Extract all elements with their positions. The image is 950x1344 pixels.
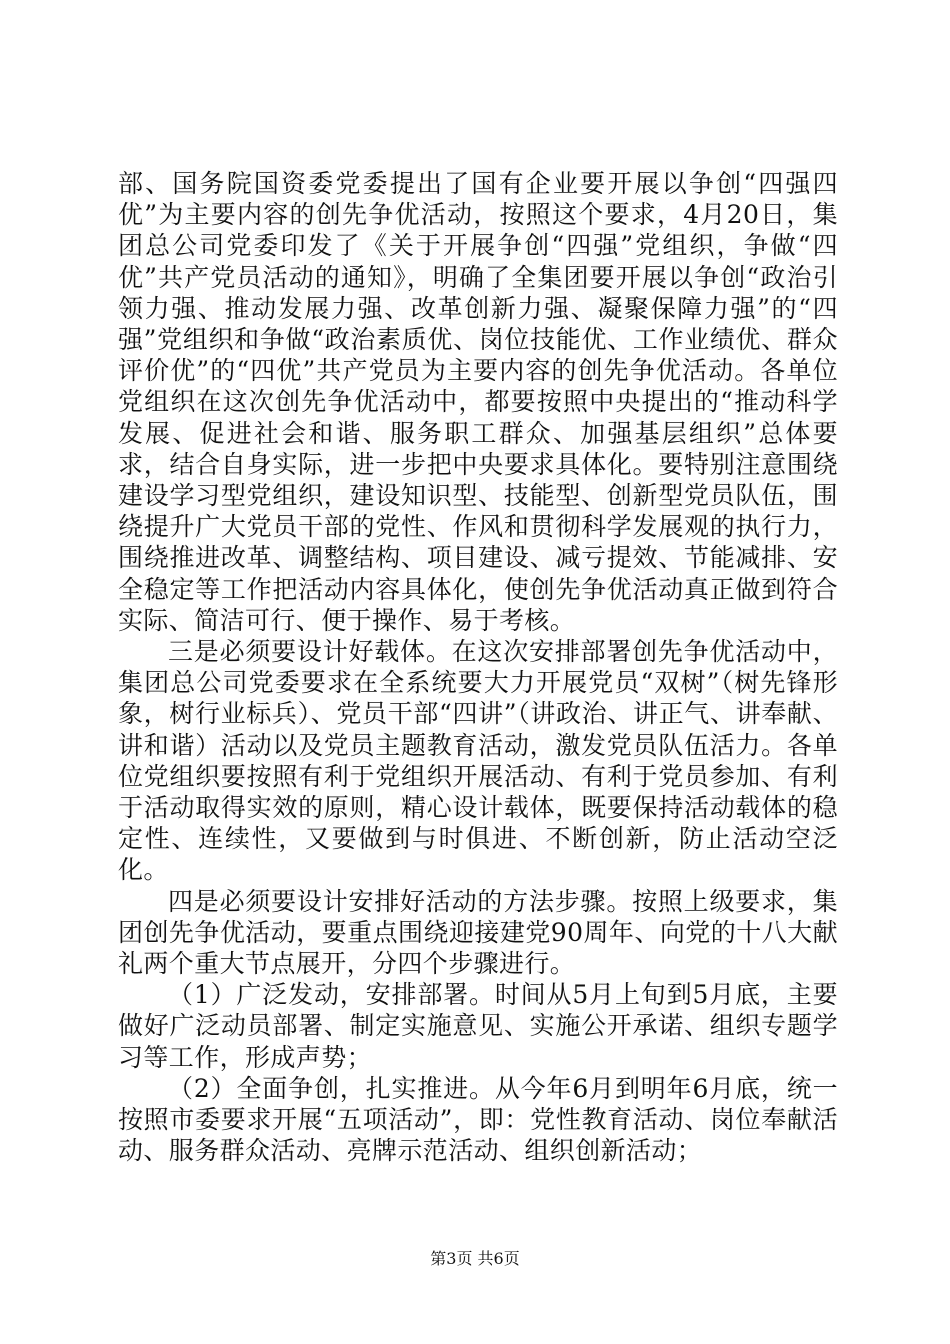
paragraph-point-four: 四是必须要设计安排好活动的方法步骤。按照上级要求，集团创先争优活动，要重点围绕迎接建党90周年、向党的十八大献礼两个重大节点展开，分四个步骤进行。 [118, 886, 838, 979]
page-footer: 第3页 共6页 [430, 1249, 520, 1268]
paragraph-continuation: 部、国务院国资委党委提出了国有企业要开展以争创“四强四优”为主要内容的创先争优活动，按照这个要求，4月20日，集团总公司党委印发了《关于开展争创“四强”党组织，争做“四优”共产党员活动的通知》，明确了全集团要开展以争创“政治引领力强、推动发展力强、改革创新力强、凝聚保障力强”的“四强”党组织和争做“政治素质优、岗位技能优、工作业绩优、群众评价优”的“四优”共产党员为主要内容的创先争优活动。各单位党组织在这次创先争优活动中，都要按照中央提出的“推动科学发展、促进社会和谐、服务职工群众、加强基层组织”总体要求，结合自身实际，进一步把中央要求具体化。要特别注意围绕建设学习型党组织，建设知识型、技能型、创新型党员队伍，围绕提升广大党员干部的党性、作风和贯彻科学发展观的执行力，围绕推进改革、调整结构、项目建设、减亏提效、节能减排、安全稳定等工作把活动内容具体化，使创先争优活动真正做到符合实际、简洁可行、便于操作、易于考核。 [118, 169, 838, 635]
document-body [118, 168, 838, 1167]
paragraph-step-two: （2）全面争创，扎实推进。从今年6月到明年6月底，统一按照市委要求开展“五项活动”，即：党性教育活动、岗位奉献活动、服务群众活动、亮牌示范活动、组织创新活动； [118, 1073, 838, 1166]
paragraph-step-one: （1）广泛发动，安排部署。时间从5月上旬到5月底，主要做好广泛动员部署、制定实施意见、实施公开承诺、组织专题学习等工作，形成声势； [118, 980, 838, 1072]
paragraph-point-three: 三是必须要设计好载体。在这次安排部署创先争优活动中，集团总公司党委要求在全系统要大力开展党员“双树”（树先锋形象，树行业标兵）、党员干部“四讲”（讲政治、讲正气、讲奉献、讲和谐）活动以及党员主题教育活动，激发党员队伍活力。各单位党组织要按照有利于党组织开展活动、有利于党员参加、有利于活动取得实效的原则，精心设计载体，既要保持活动载体的稳定性、连续性，又要做到与时俱进、不断创新，防止活动空泛化。 [118, 637, 838, 885]
